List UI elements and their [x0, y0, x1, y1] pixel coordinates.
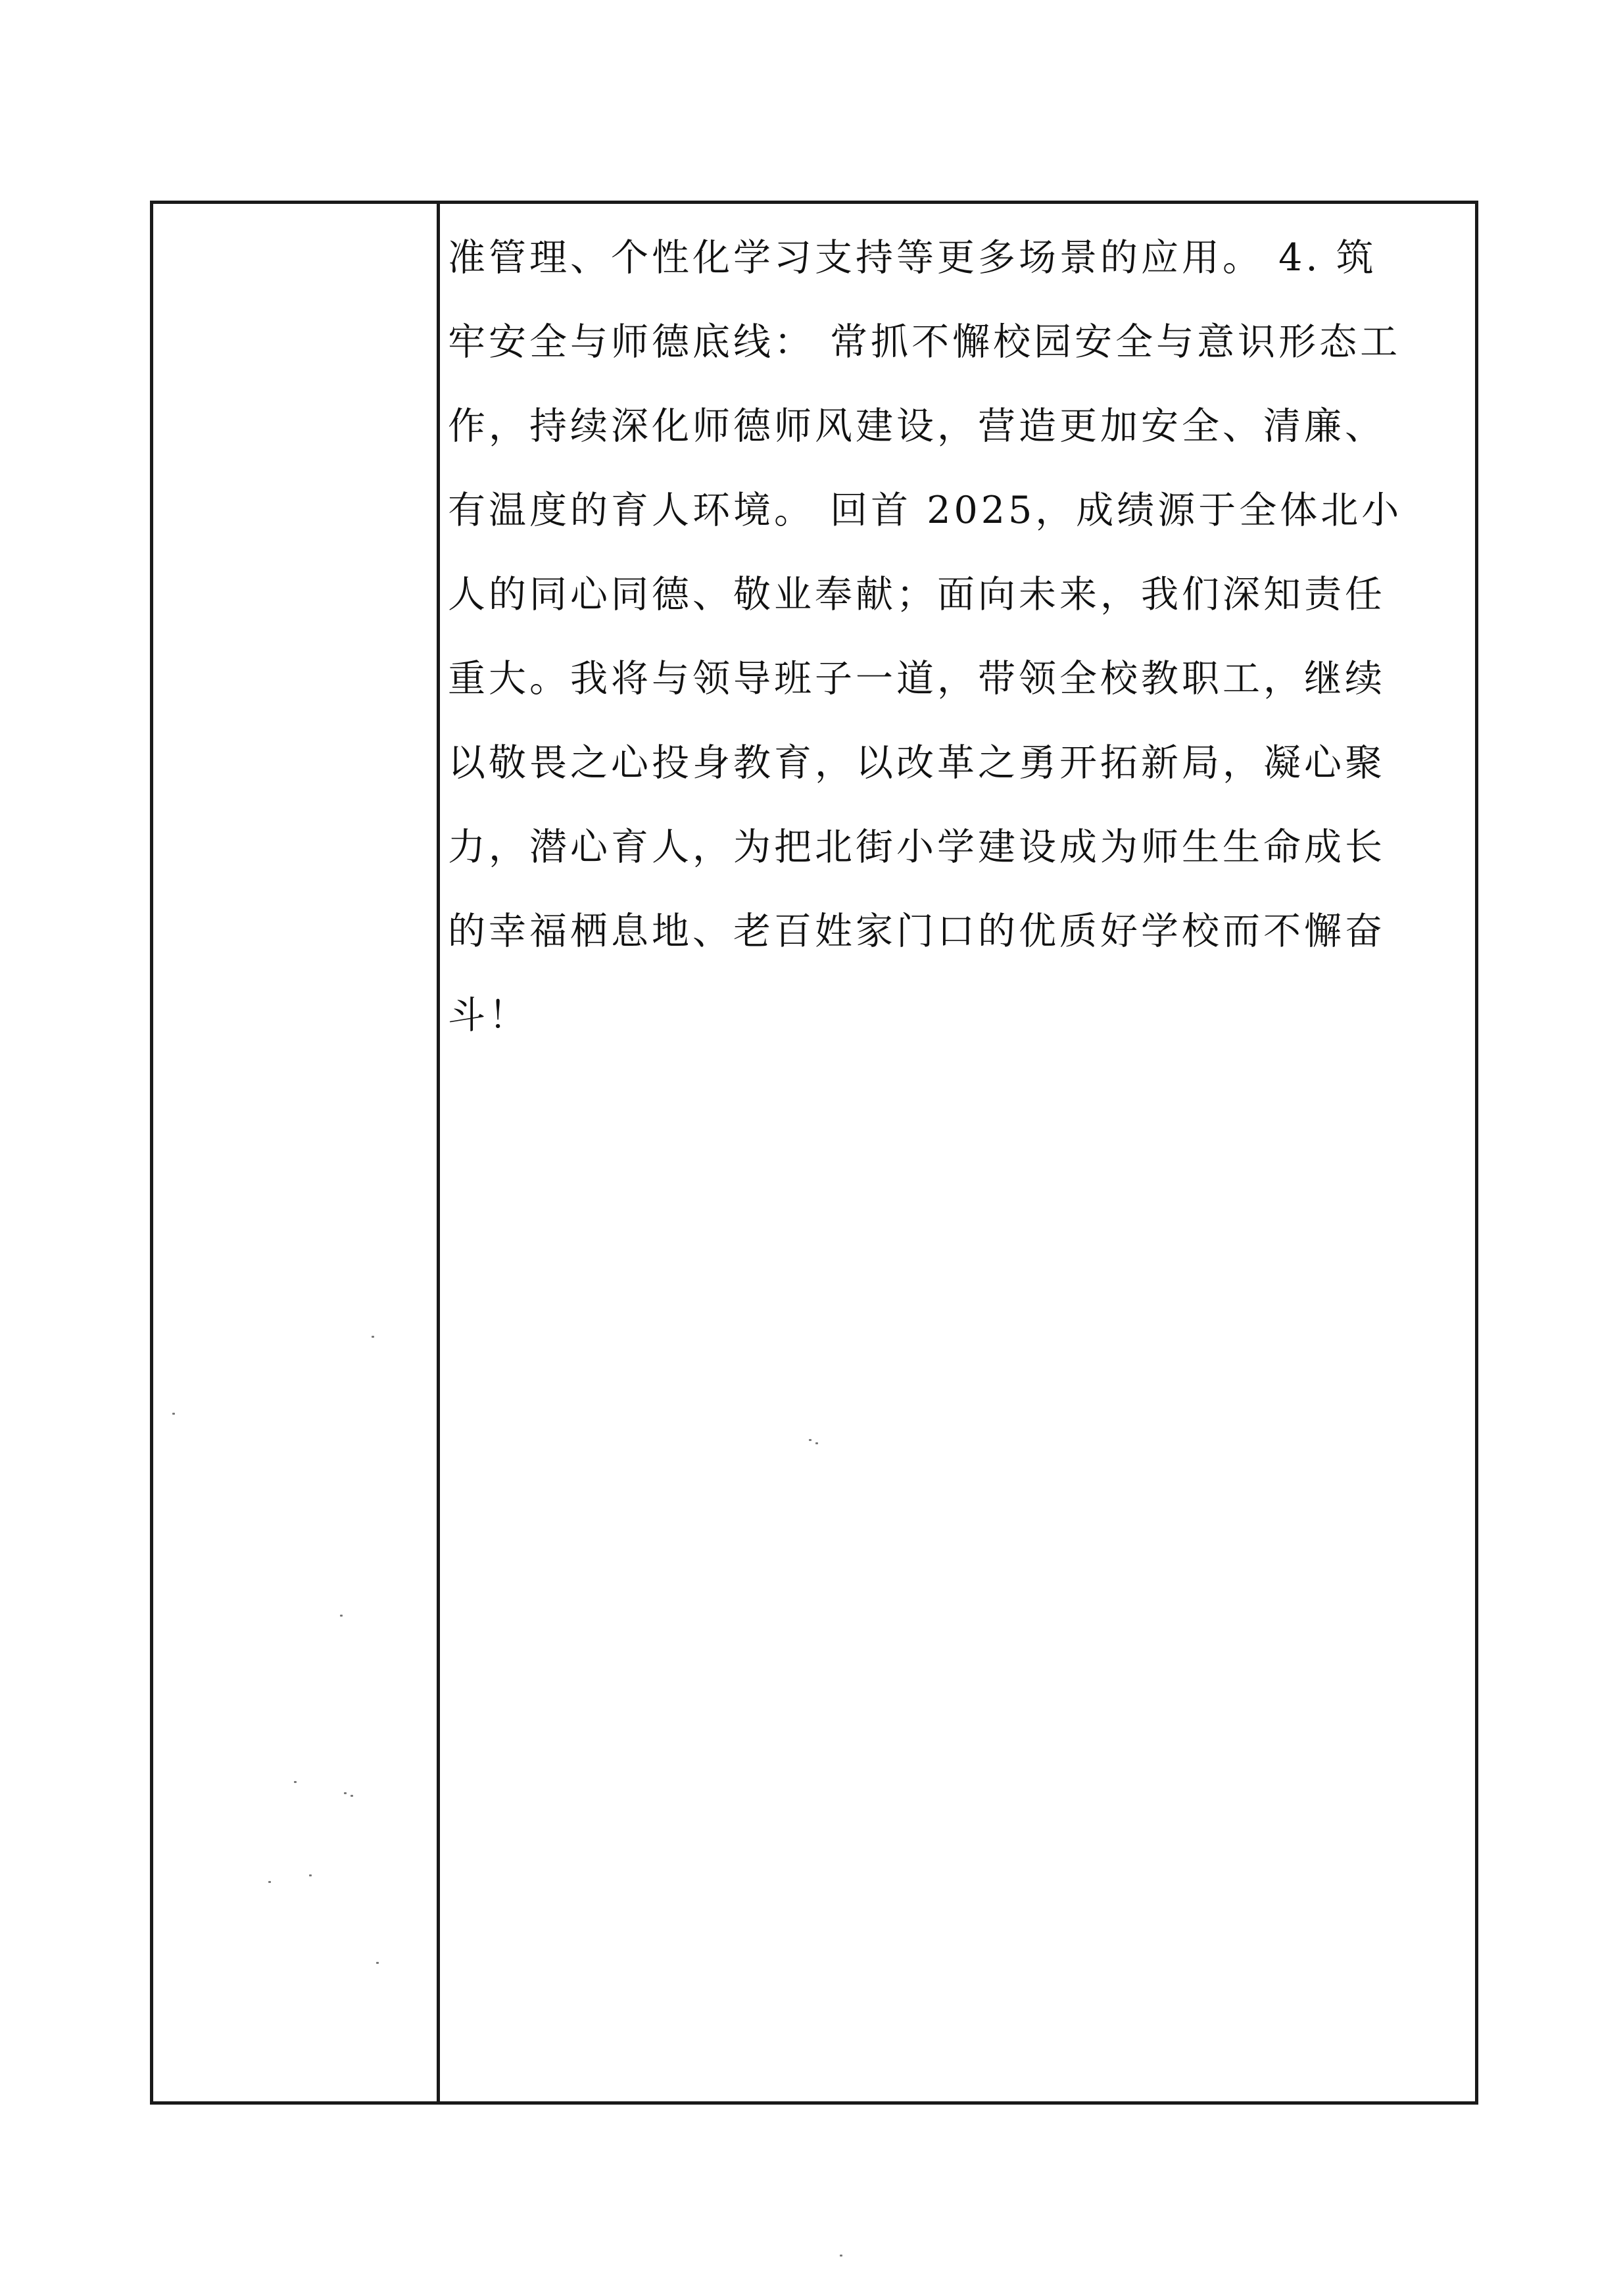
- table-right-cell: [440, 204, 1475, 2101]
- text-line: 牢安全与师德底线： 常抓不懈校园安全与意识形态工: [448, 320, 1401, 364]
- scan-speck: [309, 1874, 312, 1876]
- text-line: 人的同心同德、敬业奉献；面向未来，我们深知责任: [448, 573, 1386, 616]
- text-line: 有温度的育人环境。 回首 2025，成绩源于全体北小: [448, 489, 1403, 532]
- text-line: 作，持续深化师德师风建设，营造更加安全、清廉、: [448, 404, 1386, 448]
- text-line: 准管理、个性化学习支持等更多场景的应用。 4. 筑: [448, 236, 1377, 280]
- scan-speck: [294, 1781, 297, 1783]
- scan-speck: [344, 1792, 347, 1794]
- scan-speck: [840, 2255, 842, 2257]
- scan-speck: [268, 1881, 271, 1883]
- scan-speck: [172, 1413, 175, 1415]
- scan-speck: [809, 1439, 811, 1441]
- scan-speck: [815, 1442, 818, 1444]
- scan-speck: [372, 1336, 374, 1338]
- text-line: 力，潜心育人，为把北街小学建设成为师生生命成长: [448, 825, 1386, 869]
- scan-speck: [376, 1962, 379, 1964]
- scan-speck: [340, 1615, 343, 1617]
- text-line: 重大。我将与领导班子一道，带领全校教职工，继续: [448, 657, 1386, 700]
- text-line: 的幸福栖息地、老百姓家门口的优质好学校而不懈奋: [448, 910, 1386, 953]
- table-left-cell: [153, 204, 437, 2101]
- scan-speck: [351, 1795, 353, 1797]
- body-paragraph: [448, 216, 1466, 1058]
- text-line: 斗！: [448, 994, 529, 1037]
- text-line: 以敬畏之心投身教育，以改革之勇开拓新局，凝心聚: [448, 741, 1386, 785]
